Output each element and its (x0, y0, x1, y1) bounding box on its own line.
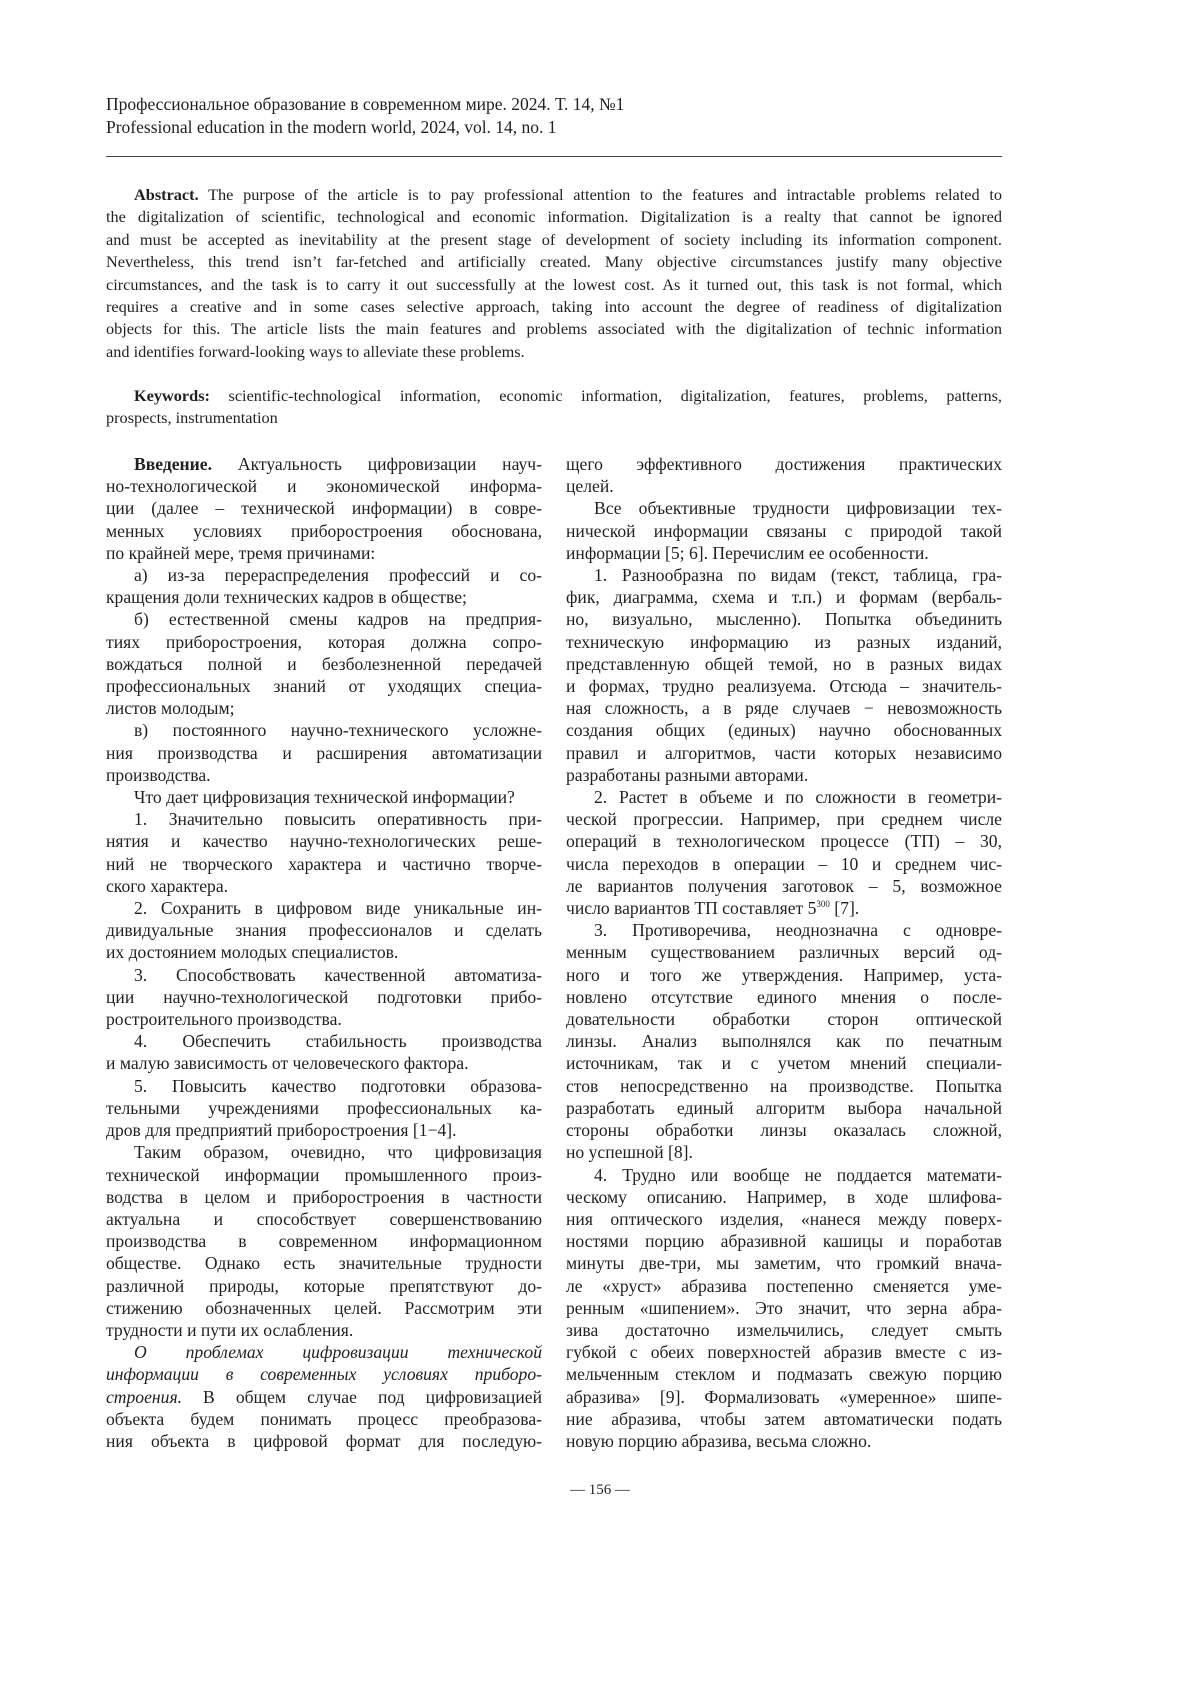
text-line: ле «хруст» абразива постепенно сменяется уме- (566, 1275, 1002, 1297)
text-line: тельными учреждениями профессиональных ка- (106, 1097, 542, 1119)
abstract-text: requires a creative and in some cases selective approach, taking into account the degree of readiness of digitalization (106, 297, 1002, 316)
text-line: ния оптического изделия, «нанеся между поверх- (566, 1208, 1002, 1230)
running-header (106, 93, 624, 139)
text-line: 2. Сохранить в цифровом виде уникальные ин- (106, 897, 542, 919)
text-line: абразива» [9]. Формализовать «умеренное» шипе- (566, 1386, 1002, 1408)
text-line (106, 453, 542, 475)
text-line: губкой с обеих поверхностей абразив вместе с из- (566, 1341, 1002, 1363)
paragraph (106, 1030, 542, 1074)
abstract-line (106, 184, 1002, 206)
text-line: но, визуально, мысленно). Попытка объединить (566, 608, 1002, 630)
text-line: нятия и качество научно-технологических реше- (106, 830, 542, 852)
text-line: Таким образом, очевидно, что цифровизация (106, 1141, 542, 1163)
text-line: минуты две-три, мы заметим, что громкий внача- (566, 1252, 1002, 1274)
paragraph (106, 786, 542, 808)
keywords-line (106, 407, 1002, 429)
text-line: операций в технологическом процессе (ТП) – 30, (566, 830, 1002, 852)
text-line: новлено отсутствие единого мнения о после- (566, 986, 1002, 1008)
text-line: 4. Трудно или вообще не поддается математи- (566, 1164, 1002, 1186)
italic-heading: информации в современных условиях приборо- (106, 1364, 542, 1384)
abstract-line (106, 206, 1002, 228)
paragraph (566, 786, 1002, 919)
abstract-text: and must be accepted as inevitability at the present stage of development of society including its information component. (106, 230, 1002, 249)
paragraph (106, 1141, 542, 1341)
text-line: стороны обработки линзы оказалась сложной, (566, 1119, 1002, 1141)
text-run: Актуальность цифровизации науч- (212, 454, 542, 474)
text-line: различной природы, которые препятствуют до- (106, 1275, 542, 1297)
text-line: объекта будем понимать процесс преобразова- (106, 1408, 542, 1430)
text-line: создания общих (единых) научно обоснованных (566, 719, 1002, 741)
abstract-text: circumstances, and the task is to carry it out successfully at the lowest cost. As it turned out, this task is not formal, which (106, 275, 1002, 294)
text-run: [7]. (830, 898, 859, 918)
text-line: стов непосредственно на производстве. Попытка (566, 1075, 1002, 1097)
text-line: мельченным стеклом и подмазать свежую порцию (566, 1363, 1002, 1385)
text-line: числа переходов в операции – 10 и среднем чис- (566, 853, 1002, 875)
paragraph (566, 497, 1002, 564)
text-line: 5. Повысить качество подготовки образова- (106, 1075, 542, 1097)
abstract-line (106, 341, 1002, 363)
text-line: ная сложность, а в ряде случаев − невозможность (566, 697, 1002, 719)
text-line: довательности обработки сторон оптической (566, 1008, 1002, 1030)
paragraph (106, 719, 542, 786)
text-line: правил и алгоритмов, части которых независимо (566, 742, 1002, 764)
text-line: актуальна и способствует совершенствованию (106, 1208, 542, 1230)
text-line: но-технологической и экономической информа- (106, 475, 542, 497)
abstract-line (106, 229, 1002, 251)
italic-heading: О проблемах цифровизации технической (134, 1342, 542, 1362)
text-line: ного и того же утверждения. Например, уста- (566, 964, 1002, 986)
paragraph (566, 564, 1002, 786)
page-number: — 156 — (0, 1482, 1200, 1499)
text-line: кращения доли технических кадров в обществе; (106, 586, 542, 608)
section-heading: Введение. (134, 454, 212, 474)
abstract-line (106, 251, 1002, 273)
text-line: и малую зависимость от человеческого фактора. (106, 1052, 542, 1074)
text-run: В общем случае под цифровизацией (182, 1387, 542, 1407)
text-line: ле вариантов получения заготовок – 5, возможное (566, 875, 1002, 897)
text-line: трудности и пути их ослабления. (106, 1319, 542, 1341)
keywords-text: scientific-technological information, economic information, digitalization, features, problems, patterns, (210, 386, 1002, 405)
right-column (566, 453, 1002, 1452)
text-line: линзы. Анализ выполнялся как по печатным (566, 1030, 1002, 1052)
text-line: и формах, трудно реализуема. Отсюда – значитель- (566, 675, 1002, 697)
paragraph (106, 897, 542, 964)
text-line: производства в современном информационном (106, 1230, 542, 1252)
abstract-text: and identifies forward-looking ways to alleviate these problems. (106, 342, 525, 361)
keywords-text: prospects, instrumentation (106, 408, 278, 427)
text-line: по крайней мере, тремя причинами: (106, 542, 542, 564)
text-line: тиях приборостроения, которая должна сопро- (106, 631, 542, 653)
text-run: число вариантов ТП составляет 5 (566, 898, 816, 918)
paragraph (106, 964, 542, 1031)
abstract-text: objects for this. The article lists the main features and problems associated with the digitalization of technic information (106, 319, 1002, 338)
text-line: информации [5; 6]. Перечислим ее особенности. (566, 542, 1002, 564)
paragraph (106, 453, 542, 564)
text-line: целей. (566, 475, 1002, 497)
text-line: технической информации промышленного произ- (106, 1164, 542, 1186)
text-line: ции научно-технологической подготовки прибо- (106, 986, 542, 1008)
paragraph (566, 453, 1002, 497)
text-line: фик, диаграмма, схема и т.п.) и формам (вербаль- (566, 586, 1002, 608)
text-line: стижению обозначенных целей. Рассмотрим эти (106, 1297, 542, 1319)
text-line (106, 1341, 542, 1363)
paragraph (106, 564, 542, 608)
text-line: 1. Значительно повысить оперативность при- (106, 808, 542, 830)
text-line: представленную общей темой, но в разных видах (566, 653, 1002, 675)
paragraph (566, 1164, 1002, 1453)
text-line: ческому описанию. Например, в ходе шлифова- (566, 1186, 1002, 1208)
text-line: 3. Способствовать качественной автоматиза- (106, 964, 542, 986)
text-line: но успешной [8]. (566, 1141, 1002, 1163)
text-line: менных условиях приборостроения обоснована, (106, 520, 542, 542)
text-line: б) естественной смены кадров на предприя- (106, 608, 542, 630)
text-line: листов молодым; (106, 697, 542, 719)
text-line: профессиональных знаний от уходящих специа- (106, 675, 542, 697)
text-line: источникам, так и с учетом мнений специали- (566, 1052, 1002, 1074)
text-line (106, 1363, 542, 1385)
keywords (106, 385, 1002, 430)
text-line: щего эффективного достижения практических (566, 453, 1002, 475)
text-line: ческой прогрессии. Например, при среднем числе (566, 808, 1002, 830)
text-line: менным существованием различных версий од- (566, 941, 1002, 963)
text-line: 3. Противоречива, неоднозначна с одновре- (566, 919, 1002, 941)
keywords-line (106, 385, 1002, 407)
paragraph (566, 919, 1002, 1163)
text-line: ростроительного производства. (106, 1008, 542, 1030)
text-line: водства в целом и приборостроения в частности (106, 1186, 542, 1208)
italic-heading: строения. (106, 1387, 182, 1407)
text-line: 2. Растет в объеме и по сложности в геометри- (566, 786, 1002, 808)
text-line: вождаться полной и безболезненной передачей (106, 653, 542, 675)
text-line: нической информации связаны с природой такой (566, 520, 1002, 542)
abstract-line (106, 296, 1002, 318)
paragraph (106, 1341, 542, 1452)
abstract-text: The purpose of the article is to pay professional attention to the features and intractable problems related to (199, 185, 1002, 204)
text-line: разработать единый алгоритм выбора начальной (566, 1097, 1002, 1119)
abstract-line (106, 318, 1002, 340)
text-line: 4. Обеспечить стабильность производства (106, 1030, 542, 1052)
text-line: Все объективные трудности цифровизации тех- (566, 497, 1002, 519)
abstract-text: the digitalization of scientific, technological and economic information. Digitalization is a realty that cannot be ignored (106, 207, 1002, 226)
left-column (106, 453, 542, 1452)
text-line: ского характера. (106, 875, 542, 897)
abstract-line (106, 274, 1002, 296)
text-line: дров для предприятий приборостроения [1−4]. (106, 1119, 542, 1141)
abstract-text: Nevertheless, this trend isn’t far-fetched and artificially created. Many objective circumstances justify many objective (106, 252, 1002, 271)
journal-title-ru: Профессиональное образование в современном мире. 2024. Т. 14, №1 (106, 93, 624, 116)
text-line: ции (далее – технической информации) в совре- (106, 497, 542, 519)
superscript: 300 (816, 899, 830, 909)
text-line: ния производства и расширения автоматизации (106, 742, 542, 764)
text-line: техническую информацию из разных изданий, (566, 631, 1002, 653)
text-line (566, 897, 1002, 919)
text-line: ностями порцию абразивной кашицы и поработав (566, 1230, 1002, 1252)
abstract (106, 184, 1002, 363)
header-divider (106, 156, 1002, 157)
text-line: в) постоянного научно-технического усложне- (106, 719, 542, 741)
text-line: разработаны разными авторами. (566, 764, 1002, 786)
text-line: новую порцию абразива, весьма сложно. (566, 1430, 1002, 1452)
text-line: 1. Разнообразна по видам (текст, таблица, гра- (566, 564, 1002, 586)
text-line: производства. (106, 764, 542, 786)
text-line: зива достаточно измельчились, следует смыть (566, 1319, 1002, 1341)
text-line: их достоянием молодых специалистов. (106, 941, 542, 963)
journal-title-en: Professional education in the modern world, 2024, vol. 14, no. 1 (106, 116, 624, 139)
text-line: обществе. Однако есть значительные трудности (106, 1252, 542, 1274)
text-line: ния объекта в цифровой формат для последую- (106, 1430, 542, 1452)
text-line: Что дает цифровизация технической информации? (106, 786, 542, 808)
abstract-label: Abstract. (134, 185, 199, 204)
text-line: дивидуальные знания профессионалов и сделать (106, 919, 542, 941)
text-line: а) из-за перераспределения профессий и со- (106, 564, 542, 586)
text-line: ренным «шипением». Это значит, что зерна абра- (566, 1297, 1002, 1319)
text-line: ний не творческого характера и частично творче- (106, 853, 542, 875)
paragraph (106, 808, 542, 897)
text-line (106, 1386, 542, 1408)
text-line: ние абразива, чтобы затем автоматически подать (566, 1408, 1002, 1430)
paragraph (106, 608, 542, 719)
paragraph (106, 1075, 542, 1142)
keywords-label: Keywords: (134, 386, 210, 405)
